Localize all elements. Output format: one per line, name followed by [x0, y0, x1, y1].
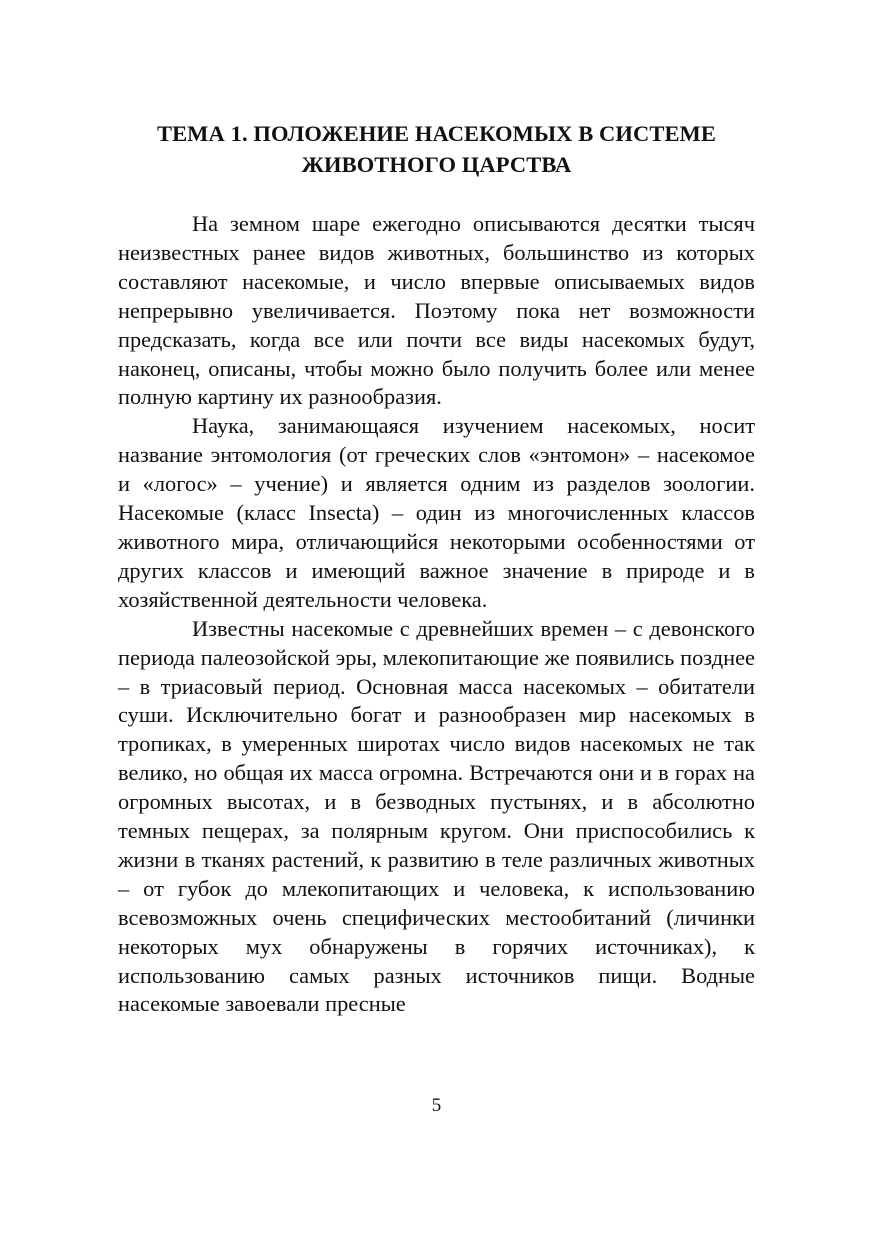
page-content: [118, 110, 755, 1019]
paragraph-1: На земном шаре ежегодно описываются десятки тысяч неизвестных ранее видов животных, большинство из которых составляют насекомые, и число впервые описываемых видов непрерывно увеличивается. Поэтому пока нет возможности предсказать, когда все или почти все виды насекомых будут, наконец, описаны, чтобы можно было получить более или менее полную картину их разнообразия.: [118, 211, 755, 410]
chapter-title-line-2: ЖИВОТНОГО ЦАРСТВА: [301, 152, 572, 177]
paragraph-3: Известны насекомые с древнейших времен – с девонского периода палеозойской эры, млекопитающие же появились позднее – в триасовый период. Основная масса насекомых – обитатели суши. Исключительно богат и разнообразен мир насекомых в тропиках, в умеренных широтах число видов насекомых не так велико, но общая их масса огромна. Встречаются они и в горах на огромных высотах, и в безводных пустынях, и в абсолютно темных пещерах, за полярным кругом. Они приспособились к жизни в тканях растений, к развитию в теле различных животных – от губок до млекопитающих и человека, к использованию всевозможных очень специфических местообитаний (личинки некоторых мух обнаружены в горячих источниках), к использованию самых разных источников пищи. Водные насекомые завоевали пресные: [118, 615, 755, 1017]
chapter-title-line-1: ТЕМА 1. ПОЛОЖЕНИЕ НАСЕКОМЫХ В СИСТЕМЕ: [156, 121, 717, 146]
paragraph-2: Наука, занимающаяся изучением насекомых, носит название энтомология (от греческих слов «энтомон» – насекомое и «логос» – учение) и является одним из разделов зоологии. Насекомые (класс Insecta) – один из многочисленных классов животного мира, отличающийся некоторыми особенностями от других классов и имеющий важное значение в природе и в хозяйственной деятельности человека.: [118, 413, 755, 612]
page-number: 5: [431, 1095, 442, 1116]
chapter-title: [118, 118, 755, 180]
